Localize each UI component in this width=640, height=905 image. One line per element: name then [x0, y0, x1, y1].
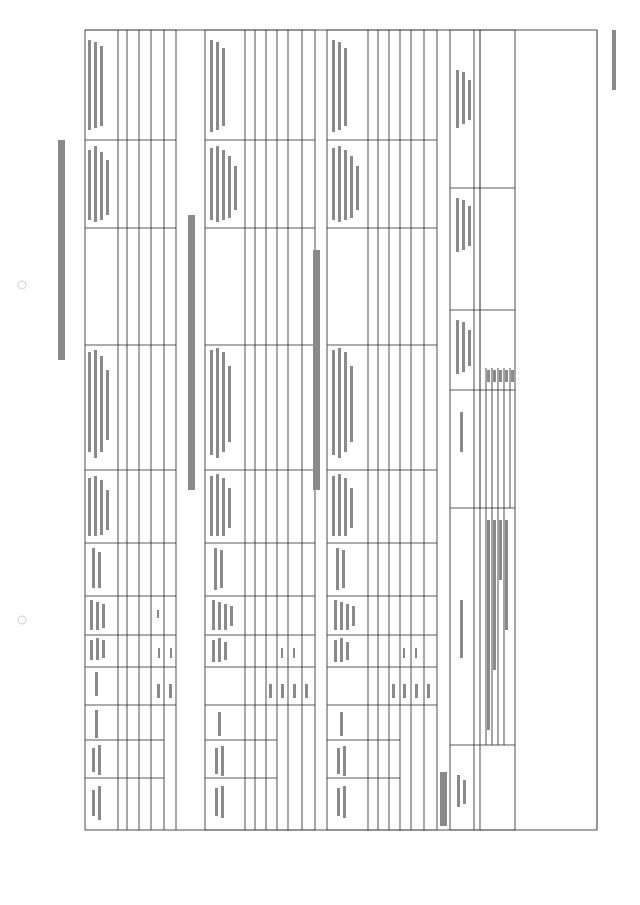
section-2-3-4-heading [313, 250, 320, 490]
section-2-3-2-heading [58, 140, 65, 360]
section-2-4-heading [440, 772, 447, 826]
form-code-mark [612, 30, 616, 90]
section-2-3-3-heading [188, 215, 195, 490]
